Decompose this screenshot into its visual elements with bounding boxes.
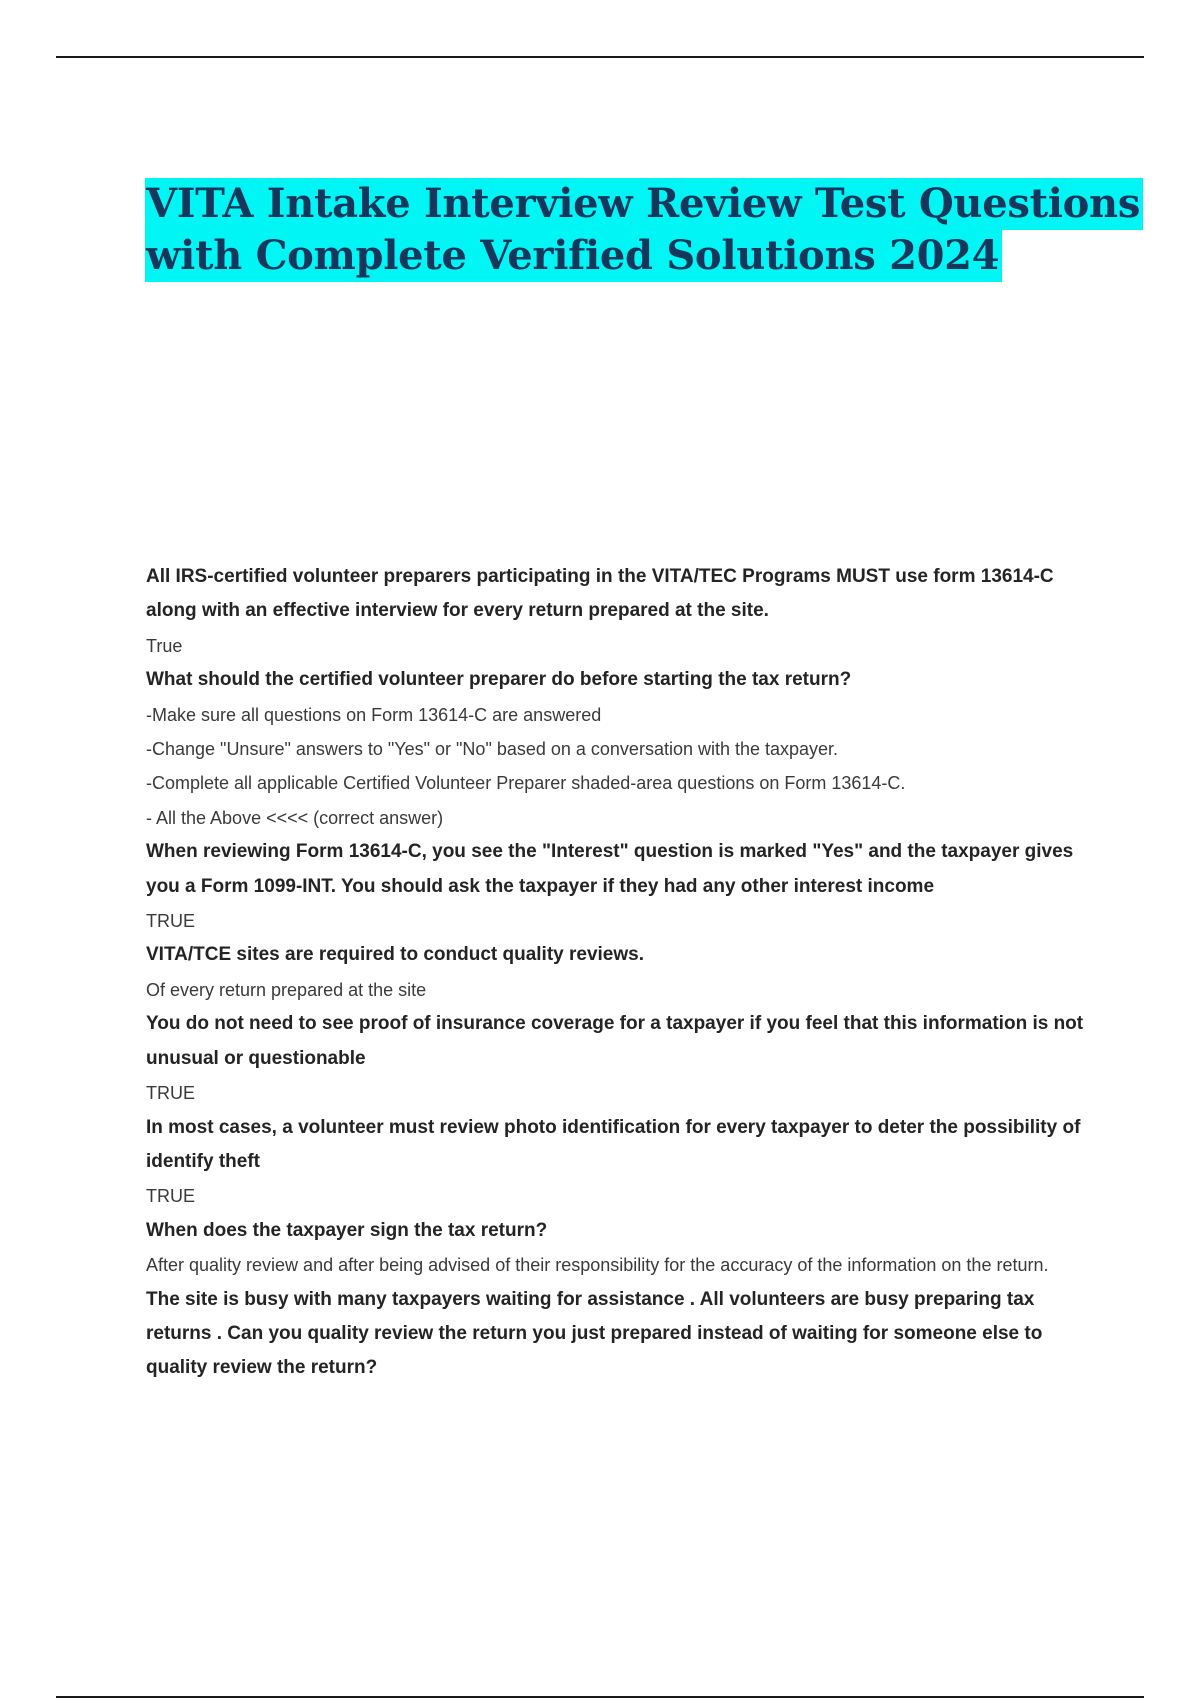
question-2: What should the certified volunteer preparer do before starting the tax return? (146, 669, 852, 691)
answer-1: True (146, 635, 183, 656)
document-title (145, 178, 1141, 282)
question-6: In most cases, a volunteer must review photo identification for every taxpayer to deter the possibility of identify theft (146, 1116, 1081, 1172)
answer-3: TRUE (146, 911, 195, 932)
question-3: When reviewing Form 13614-C, you see the "Interest" question is marked "Yes" and the taxpayer gives you a Form 1099-INT. You should ask the taxpayer if they had any other interest income (146, 841, 1074, 897)
answer-2-line-3: -Complete all applicable Certified Volunteer Preparer shaded-area questions on Form 13614-C. (146, 773, 906, 794)
question-7: When does the taxpayer sign the tax return? (146, 1219, 548, 1241)
answer-5: TRUE (146, 1083, 195, 1104)
answer-6: TRUE (146, 1186, 195, 1207)
question-1: All IRS-certified volunteer preparers participating in the VITA/TEC Programs MUST use form 13614-C along with an effective interview for every return prepared at the site. (146, 566, 1054, 622)
answer-2-line-1: -Make sure all questions on Form 13614-C are answered (146, 704, 602, 725)
question-4: VITA/TCE sites are required to conduct quality reviews. (146, 944, 644, 966)
top-rule (56, 56, 1144, 58)
question-8: The site is busy with many taxpayers waiting for assistance . All volunteers are busy preparing tax returns . Can you quality review the return you just prepared instead of waiting for someone else to quality review the return? (146, 1288, 1043, 1379)
bottom-rule (56, 1696, 1144, 1698)
answer-2-line-4: - All the Above <<<< (correct answer) (146, 807, 444, 828)
title-line-1: VITA Intake Interview Review Test Questions (145, 178, 1143, 230)
answer-4: Of every return prepared at the site (146, 979, 427, 1000)
qa-list (146, 560, 1096, 1386)
answer-7: After quality review and after being advised of their responsibility for the accuracy of the information on the return. (146, 1255, 1049, 1276)
title-line-2: with Complete Verified Solutions 2024 (145, 230, 1002, 282)
question-5: You do not need to see proof of insurance coverage for a taxpayer if you feel that this information is not unusual or questionable (146, 1013, 1084, 1069)
answer-2-line-2: -Change "Unsure" answers to "Yes" or "No" based on a conversation with the taxpayer. (146, 739, 839, 760)
